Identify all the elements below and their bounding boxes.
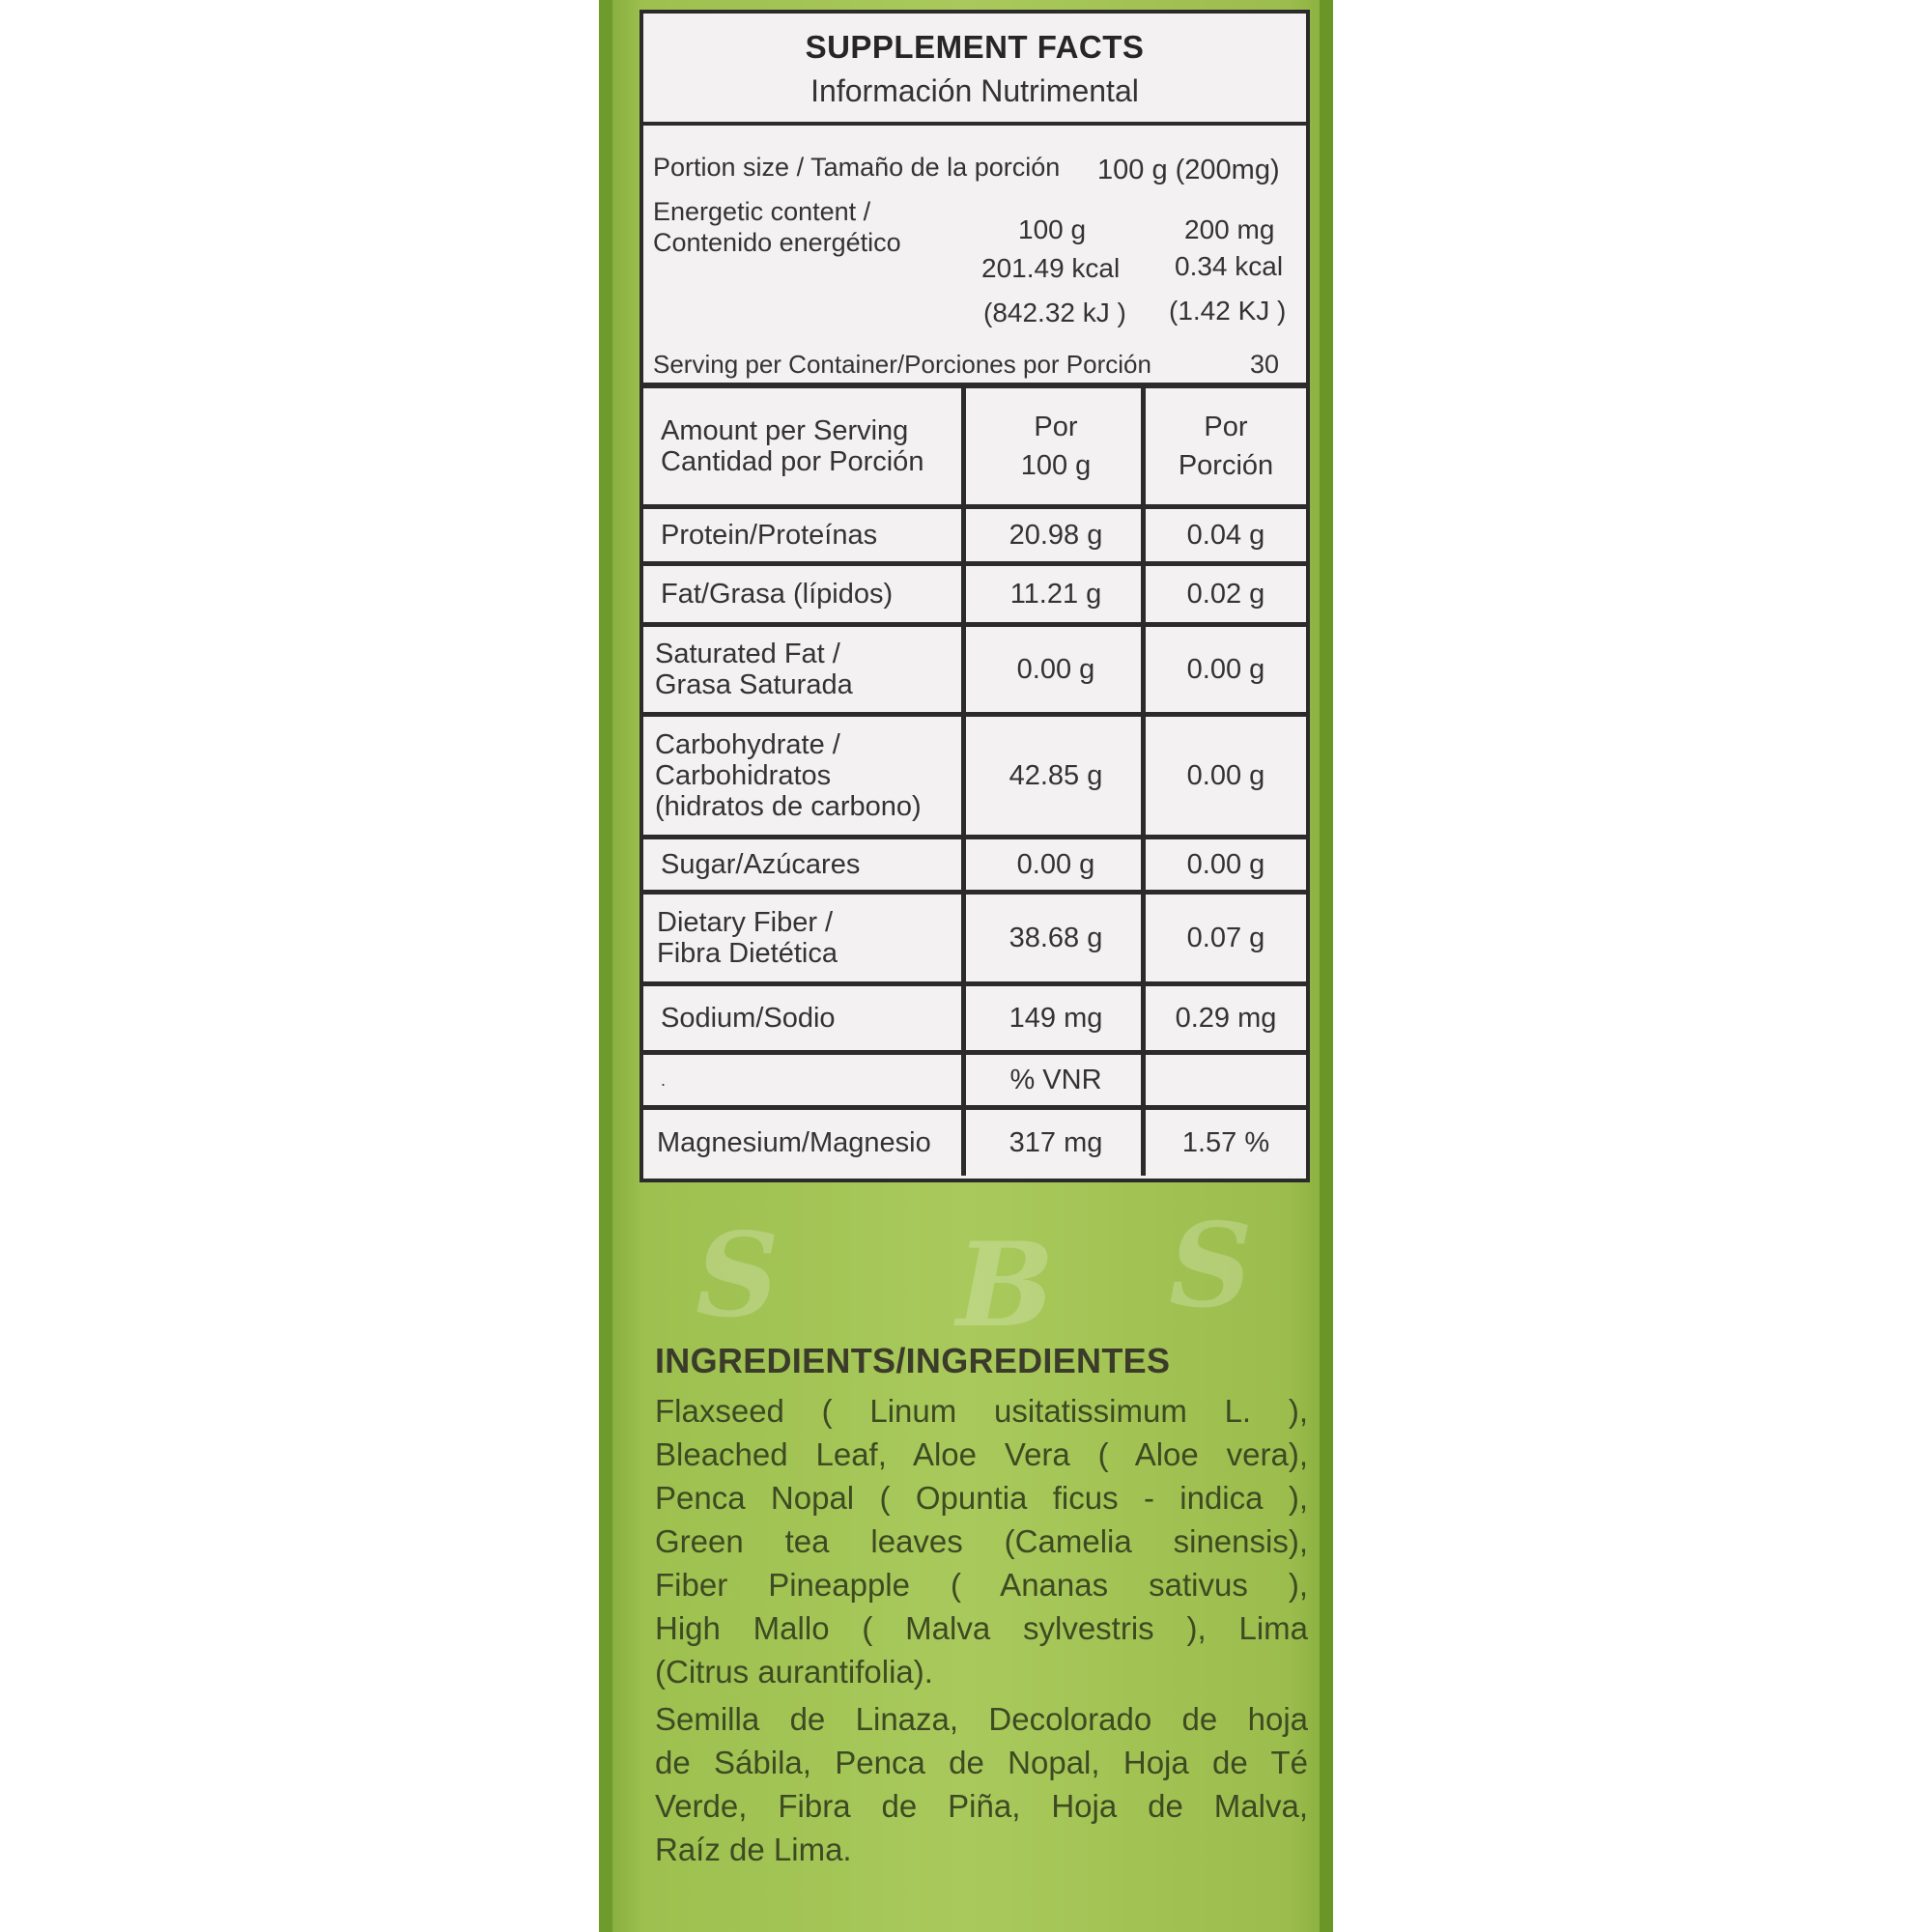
ingredient-line: High Mallo ( Malva sylvestris ), Lima	[655, 1610, 1308, 1646]
energy-col-a-kcal: 201.49 kcal	[981, 253, 1121, 283]
background-pattern: S	[1169, 1198, 1253, 1334]
header-amount-line1: Amount per Serving	[661, 415, 909, 446]
portion-value: 100 g (200mg)	[1097, 155, 1280, 185]
ingredient-line: Flaxseed ( Linum usitatissimum L. ),	[655, 1393, 1308, 1429]
nutrient-per100: 11.21 g	[971, 566, 1146, 622]
nutrient-label-line: Protein/Proteínas	[661, 520, 878, 551]
nutrient-per100: 38.68 g	[971, 895, 1146, 981]
ingredient-line: Penca Nopal ( Opuntia ficus - indica ),	[655, 1480, 1308, 1516]
supplement-facts-panel	[639, 10, 1310, 1182]
energy-col-b-kj: (1.42 KJ )	[1169, 296, 1287, 326]
background-pattern: B	[956, 1217, 1055, 1353]
header-per100-line2: 100 g	[1020, 450, 1092, 481]
package-edge-left	[599, 0, 612, 1932]
nutrient-label-line: Grasa Saturada	[655, 669, 853, 700]
nutrient-label	[643, 1110, 966, 1176]
table-row	[643, 1055, 1306, 1110]
table-row	[643, 839, 1306, 895]
nutrient-label	[643, 717, 966, 835]
ingredients-section	[655, 1341, 1308, 1871]
header-perserving-cell	[1146, 388, 1306, 504]
facts-subtitle: Información Nutrimental	[810, 73, 1139, 108]
energy-col-a-header: 100 g	[1018, 214, 1087, 244]
nutrient-label	[643, 895, 966, 981]
serving-label: Serving per Container/Porciones por Porción	[653, 350, 1151, 379]
header-amount-cell	[643, 388, 966, 504]
energy-col-b-kcal: 0.34 kcal	[1175, 251, 1284, 281]
table-row	[643, 717, 1306, 839]
nutrient-perserving: 0.04 g	[1186, 520, 1265, 551]
energy-label-line1: Energetic content /	[653, 197, 871, 226]
nutrient-label-line: Fibra Dietética	[657, 938, 838, 969]
nutrient-per100: 42.85 g	[971, 717, 1146, 835]
ingredients-english	[655, 1389, 1308, 1693]
package-edge-right	[1320, 0, 1333, 1932]
ingredient-line: Fiber Pineapple ( Ananas sativus ),	[655, 1567, 1308, 1603]
portion-label: Portion size / Tamaño de la porción	[653, 153, 1061, 182]
nutrient-perserving	[1146, 1055, 1306, 1105]
nutrient-label	[643, 1055, 966, 1105]
nutrient-perserving: 0.00 g	[1186, 760, 1265, 791]
nutrient-label-line: Sugar/Azúcares	[661, 849, 861, 880]
header-perserving-line2: Porción	[1178, 450, 1274, 481]
nutrient-per100: 0.00 g	[971, 839, 1146, 890]
nutrient-per100: 20.98 g	[971, 509, 1146, 561]
nutrient-label-line: Dietary Fiber /	[657, 907, 834, 938]
nutrient-perserving: 0.00 g	[1186, 654, 1265, 685]
nutrient-label-line: Saturated Fat /	[655, 639, 840, 669]
header-amount-line2: Cantidad por Porción	[661, 446, 924, 477]
table-row	[643, 895, 1306, 986]
facts-header	[643, 14, 1306, 126]
ingredient-line: Bleached Leaf, Aloe Vera ( Aloe vera),	[655, 1436, 1308, 1472]
nutrient-label-line: Carbohydrate /	[655, 729, 840, 760]
ingredients-title: INGREDIENTS/INGREDIENTES	[655, 1341, 1171, 1380]
table-header-row	[643, 388, 1306, 509]
nutrient-perserving: 1.57 %	[1181, 1127, 1270, 1158]
nutrient-label-line: .	[661, 1070, 667, 1090]
energy-col-b-header: 200 mg	[1184, 214, 1275, 244]
portion-info	[643, 126, 1306, 388]
table-row	[643, 509, 1306, 566]
nutrient-per100: 0.00 g	[971, 627, 1146, 712]
ingredient-line: Raíz de Lima.	[655, 1832, 852, 1867]
header-per100-line1: Por	[1034, 412, 1078, 442]
header-per100-cell	[971, 388, 1146, 504]
nutrient-label	[643, 566, 966, 622]
ingredient-line: Green tea leaves (Camelia sinensis),	[655, 1523, 1308, 1559]
nutrient-label-line: Sodium/Sodio	[661, 1003, 836, 1034]
nutrient-label	[643, 839, 966, 890]
header-perserving-line1: Por	[1204, 412, 1248, 442]
ingredient-line: (Citrus aurantifolia).	[655, 1654, 933, 1690]
nutrient-label-line: (hidratos de carbono)	[655, 791, 922, 822]
energy-col-a-kj: (842.32 kJ )	[983, 298, 1126, 327]
nutrient-perserving: 0.00 g	[1186, 849, 1265, 880]
nutrient-per100: 317 mg	[971, 1110, 1146, 1176]
vnr-header: % VNR	[971, 1055, 1146, 1105]
table-row	[643, 1110, 1306, 1176]
ingredient-line: Verde, Fibra de Piña, Hoja de Malva,	[655, 1788, 1308, 1824]
ingredient-line: Semilla de Linaza, Decolorado de hoja	[655, 1701, 1308, 1737]
nutrient-perserving: 0.07 g	[1186, 923, 1265, 953]
nutrient-label	[643, 509, 966, 561]
nutrient-label	[643, 986, 966, 1050]
facts-title: SUPPLEMENT FACTS	[805, 29, 1145, 65]
nutrient-perserving: 0.29 mg	[1175, 1003, 1277, 1034]
ingredients-spanish	[655, 1697, 1308, 1871]
energy-label-line2: Contenido energético	[653, 228, 901, 257]
nutrient-label-line: Magnesium/Magnesio	[657, 1127, 931, 1158]
background-pattern: S	[696, 1208, 780, 1344]
nutrient-perserving: 0.02 g	[1186, 579, 1265, 610]
ingredient-line: de Sábila, Penca de Nopal, Hoja de Té	[655, 1745, 1308, 1780]
nutrient-label-line: Carbohidratos	[655, 760, 832, 791]
table-row	[643, 566, 1306, 627]
nutrient-label-line: Fat/Grasa (lípidos)	[661, 579, 894, 610]
nutrient-per100: 149 mg	[971, 986, 1146, 1050]
table-row	[643, 986, 1306, 1055]
table-row	[643, 627, 1306, 717]
serving-value: 30	[1250, 350, 1280, 379]
nutrient-label	[643, 627, 966, 712]
